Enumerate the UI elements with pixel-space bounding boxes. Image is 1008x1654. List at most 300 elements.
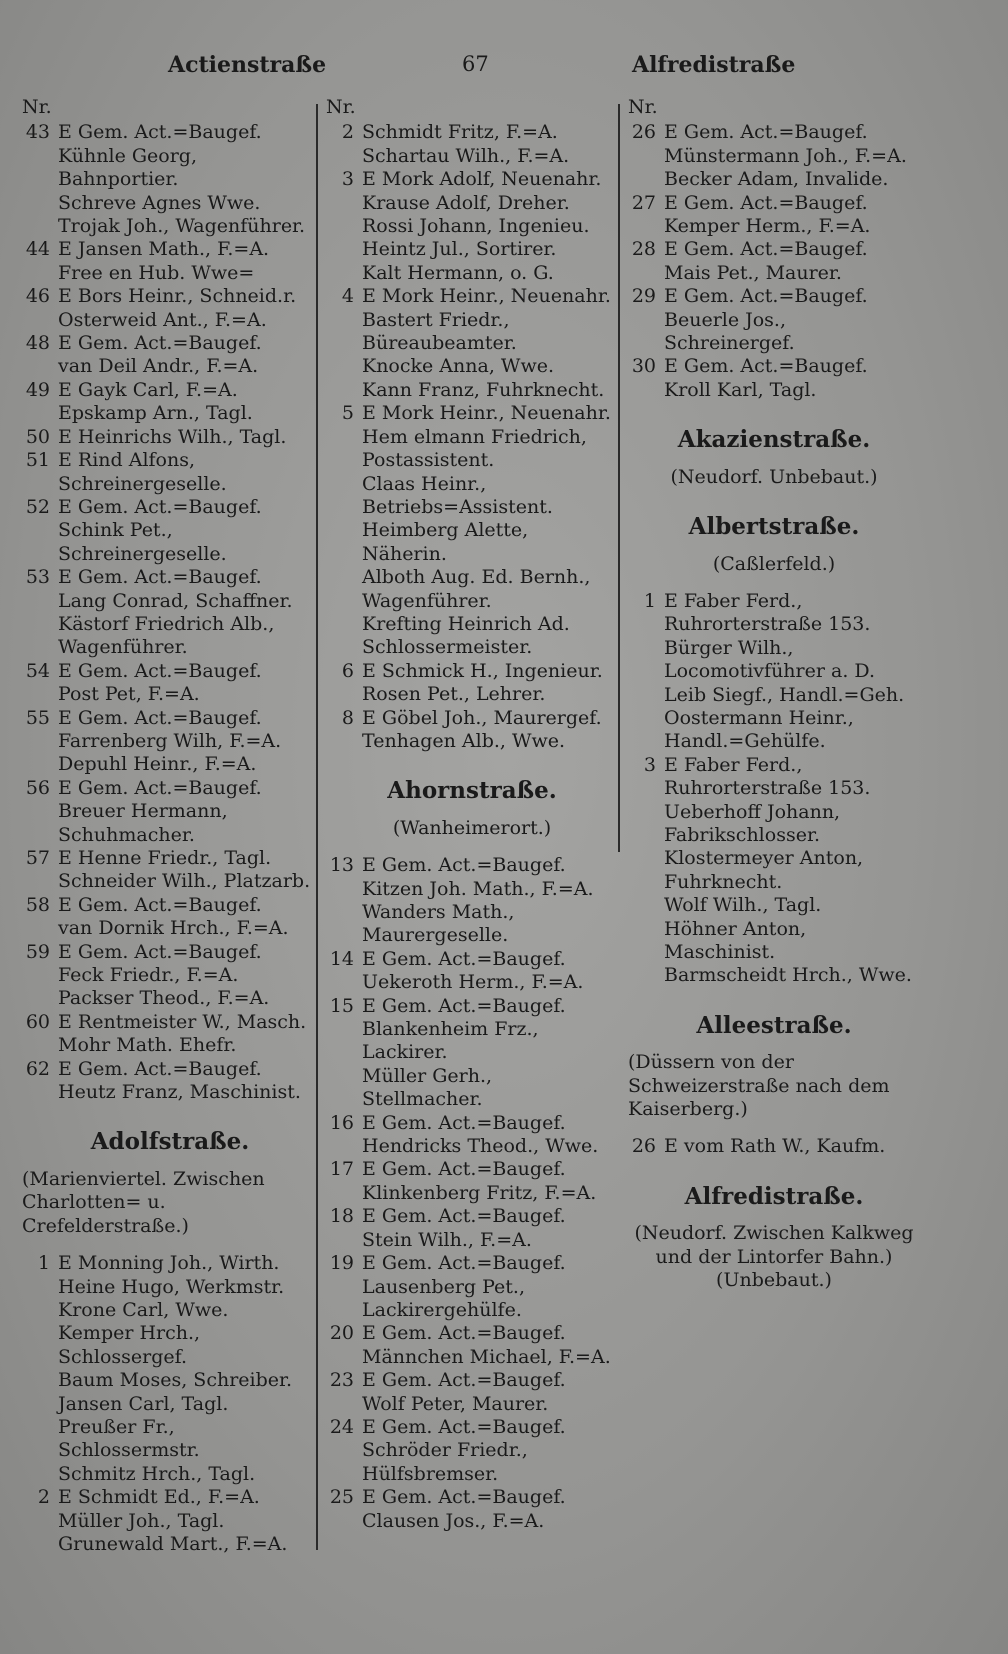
house-number <box>628 379 664 402</box>
house-number <box>628 801 664 848</box>
entry-text: E Rind Alfons, Schreinergeselle. <box>58 449 227 495</box>
directory-entry <box>326 473 618 520</box>
house-number <box>22 262 58 285</box>
directory-entry <box>628 754 920 801</box>
house-number <box>22 1369 58 1392</box>
directory-entry <box>22 753 318 776</box>
house-number: 26 <box>631 121 656 144</box>
directory-entry <box>628 121 920 144</box>
directory-entry <box>22 660 318 683</box>
house-number <box>22 309 58 332</box>
directory-entry <box>326 426 618 473</box>
house-number <box>326 1135 362 1158</box>
house-number: 24 <box>329 1415 354 1438</box>
entry-text: van Deil Andr., F.=A. <box>58 355 259 378</box>
nr-label: Nr. <box>326 96 356 118</box>
house-number <box>22 590 58 613</box>
entry-text: Becker Adam, Invalide. <box>664 168 889 191</box>
directory-entry <box>326 355 618 378</box>
entry-text: Trojak Joh., Wagenführer. <box>58 215 306 238</box>
entry-text: Schmidt Fritz, F.=A. <box>362 121 558 144</box>
house-number <box>326 1346 362 1369</box>
house-number: 51 <box>25 449 50 472</box>
house-number <box>628 168 664 191</box>
directory-entry <box>326 1252 618 1275</box>
directory-entry <box>628 379 920 402</box>
house-number <box>22 145 58 192</box>
directory-entry <box>22 192 318 215</box>
house-number <box>628 309 664 356</box>
house-number <box>22 917 58 940</box>
house-number: 25 <box>329 1486 354 1509</box>
directory-entry <box>22 1011 318 1034</box>
entry-text: E Gem. Act.=Baugef. <box>664 285 868 308</box>
entry-text: E Gem. Act.=Baugef. <box>362 1486 566 1509</box>
entry-text: E Gem. Act.=Baugef. <box>58 893 262 916</box>
directory-entry <box>326 1439 618 1486</box>
street-note: (Marienviertel. Zwischen Charlotten= u. Crefelderstraße.) <box>22 1167 265 1237</box>
directory-entry <box>628 192 920 215</box>
street-note: (Caßlerfeld.) <box>712 552 836 575</box>
directory-entry <box>22 309 318 332</box>
entry-text: Höhner Anton, Maschinist. <box>664 917 807 963</box>
entries-alleestrasse <box>628 1135 920 1158</box>
house-number <box>628 262 664 285</box>
house-number <box>326 1276 362 1323</box>
entry-text: E Gem. Act.=Baugef. <box>58 659 262 682</box>
house-number: 43 <box>25 121 50 144</box>
house-number: 3 <box>643 753 656 776</box>
entry-text: E Monning Joh., Wirth. <box>58 1252 280 1275</box>
house-number <box>22 1416 58 1463</box>
house-number: 54 <box>25 659 50 682</box>
directory-entry <box>326 971 618 994</box>
entry-text: Lausenberg Pet., Lackirergehülfe. <box>362 1275 525 1321</box>
entry-text: Krone Carl, Wwe. <box>58 1298 229 1321</box>
directory-entry <box>326 215 618 238</box>
house-number: 16 <box>329 1111 354 1134</box>
directory-entry <box>326 901 618 948</box>
house-number <box>326 1229 362 1252</box>
directory-entry <box>628 355 920 378</box>
column-2 <box>326 96 618 1533</box>
directory-entry <box>326 168 618 191</box>
entry-text: Krefting Heinrich Ad. Schlossermeister. <box>362 612 570 659</box>
entry-text: E Gem. Act.=Baugef. <box>362 1111 566 1134</box>
directory-entry <box>326 285 618 308</box>
entry-text: E Heinrichs Wilh., Tagl. <box>58 425 287 448</box>
directory-entry <box>22 941 318 964</box>
house-number: 27 <box>631 191 656 214</box>
entry-text: Müller Gerh., Stellmacher. <box>362 1064 493 1111</box>
directory-entry <box>628 964 920 987</box>
entries-ahornstrasse <box>326 854 618 1533</box>
directory-entry <box>326 730 618 753</box>
directory-entry <box>326 1065 618 1112</box>
house-number: 2 <box>341 121 354 144</box>
directory-entry <box>628 637 920 684</box>
street-title: Albertstraße. <box>688 513 860 541</box>
house-number: 50 <box>25 425 50 448</box>
entry-text: Kemper Herm., F.=A. <box>664 215 871 238</box>
entry-text: Free en Hub. Wwe= <box>58 261 255 284</box>
house-number: 5 <box>341 402 354 425</box>
street-note: (Düssern von der Schweizerstraße nach dem Kaiserberg.) <box>628 1051 890 1121</box>
directory-entry <box>326 1346 618 1369</box>
directory-entry <box>22 238 318 261</box>
directory-entry <box>326 1018 618 1065</box>
street-title: Alfredistraße. <box>684 1182 864 1210</box>
directory-entry <box>326 238 618 261</box>
entry-text: Ueberhoff Johann, Fabrikschlosser. <box>664 800 841 846</box>
house-number <box>22 519 58 566</box>
house-number <box>326 426 362 473</box>
entry-text: Schmitz Hrch., Tagl. <box>58 1462 256 1485</box>
entry-text: Rosen Pet., Lehrer. <box>362 683 546 706</box>
house-number <box>22 730 58 753</box>
directory-entry <box>22 730 318 753</box>
directory-entry <box>326 121 618 144</box>
entry-text: Schink Pet., Schreinergeselle. <box>58 519 227 565</box>
directory-entry <box>22 1416 318 1463</box>
entry-text: E Rentmeister W., Masch. <box>58 1010 307 1033</box>
entry-text: Heimberg Alette, Näherin. <box>362 519 529 565</box>
house-number: 29 <box>631 285 656 308</box>
column-3 <box>628 96 920 1306</box>
directory-entry <box>22 777 318 800</box>
entries-albertstrasse <box>628 590 920 988</box>
directory-entry <box>22 566 318 589</box>
directory-entry <box>326 1112 618 1135</box>
house-number <box>22 870 58 893</box>
entry-text: E Gem. Act.=Baugef. <box>362 1252 566 1275</box>
entry-text: Jansen Carl, Tagl. <box>58 1392 229 1415</box>
entry-text: Wanders Math., Maurergeselle. <box>362 901 515 947</box>
house-number <box>22 753 58 776</box>
directory-entry <box>326 1416 618 1439</box>
entry-text: Kitzen Joh. Math., F.=A. <box>362 877 594 900</box>
entry-text: Schreve Agnes Wwe. <box>58 191 261 214</box>
directory-entry <box>326 1322 618 1345</box>
directory-entry <box>326 379 618 402</box>
entry-text: E Gem. Act.=Baugef. <box>58 706 262 729</box>
directory-entry <box>22 1463 318 1486</box>
entry-text: Baum Moses, Schreiber. <box>58 1369 293 1392</box>
directory-entry <box>628 684 920 707</box>
entry-text: E Gem. Act.=Baugef. <box>58 566 262 589</box>
directory-entry <box>326 1393 618 1416</box>
directory-entry <box>22 145 318 192</box>
directory-entry <box>22 1058 318 1081</box>
house-number <box>326 238 362 261</box>
entry-text: E Göbel Joh., Maurergef. <box>362 706 602 729</box>
directory-entry <box>22 1034 318 1057</box>
column-1 <box>22 96 318 1556</box>
directory-entry <box>22 847 318 870</box>
entries-actienstrasse <box>22 121 318 1104</box>
entry-text: Wolf Wilh., Tagl. <box>664 894 822 917</box>
entry-text: Kalt Hermann, o. G. <box>362 261 554 284</box>
entry-text: E Gem. Act.=Baugef. <box>362 1205 566 1228</box>
entry-text: Osterweid Ant., F.=A. <box>58 308 267 331</box>
entry-text: Schneider Wilh., Platzarb. <box>58 870 311 893</box>
entry-text: Clausen Jos., F.=A. <box>362 1509 545 1532</box>
house-number: 30 <box>631 355 656 378</box>
house-number: 53 <box>25 566 50 589</box>
entry-text: Rossi Johann, Ingenieu. <box>362 215 590 238</box>
directory-entry <box>22 613 318 660</box>
house-number: 18 <box>329 1205 354 1228</box>
house-number <box>326 473 362 520</box>
entry-text: E Bors Heinr., Schneid.r. <box>58 285 297 308</box>
house-number <box>326 613 362 660</box>
entry-text: Beuerle Jos., Schreinergef. <box>664 308 795 355</box>
entry-text: Preußer Fr., Schlossermstr. <box>58 1415 200 1462</box>
directory-entry <box>22 917 318 940</box>
entry-text: E Gem. Act.=Baugef. <box>664 191 868 214</box>
house-number: 55 <box>25 706 50 729</box>
house-number <box>326 192 362 215</box>
house-number <box>326 145 362 168</box>
house-number <box>22 987 58 1010</box>
street-note: (Neudorf. Unbebaut.) <box>670 465 878 488</box>
directory-entry <box>326 854 618 877</box>
entry-text: Heutz Franz, Maschinist. <box>58 1081 301 1104</box>
street-title: Alleestraße. <box>696 1011 852 1039</box>
directory-entry <box>22 870 318 893</box>
directory-entry <box>22 1322 318 1369</box>
entry-text: Hem elmann Friedrich, Postassistent. <box>362 425 587 472</box>
directory-entry <box>22 590 318 613</box>
house-number <box>22 683 58 706</box>
house-number <box>22 1510 58 1533</box>
entries-adolfstrasse <box>22 1252 318 1556</box>
entry-text: Leib Siegf., Handl.=Geh. <box>664 683 905 706</box>
entry-text: E Gem. Act.=Baugef. <box>362 1369 566 1392</box>
entry-text: Schröder Friedr., Hülfsbremser. <box>362 1439 528 1485</box>
street-note: (Wanheimerort.) <box>392 816 552 839</box>
house-number <box>326 1182 362 1205</box>
house-number <box>326 730 362 753</box>
entry-text: van Dornik Hrch., F.=A. <box>58 917 289 940</box>
entry-text: Tenhagen Alb., Wwe. <box>362 729 566 752</box>
entry-text: E Mork Adolf, Neuenahr. <box>362 168 602 191</box>
directory-entry <box>22 987 318 1010</box>
directory-entry <box>22 355 318 378</box>
entry-text: E Gem. Act.=Baugef. <box>58 940 262 963</box>
directory-entry <box>628 1135 920 1158</box>
entry-text: Kann Franz, Fuhrknecht. <box>362 378 605 401</box>
directory-entry <box>628 590 920 637</box>
entry-text: Bastert Friedr., Büreaubeamter. <box>362 308 517 355</box>
directory-entry <box>326 145 618 168</box>
entry-text: E Schmick H., Ingenieur. <box>362 659 603 682</box>
house-number <box>628 637 664 684</box>
house-number: 23 <box>329 1369 354 1392</box>
house-number: 26 <box>631 1135 656 1158</box>
directory-entry <box>22 683 318 706</box>
directory-entry <box>326 192 618 215</box>
house-number <box>326 878 362 901</box>
house-number: 1 <box>643 589 656 612</box>
directory-entry <box>628 215 920 238</box>
directory-entry <box>326 660 618 683</box>
directory-entry <box>22 1299 318 1322</box>
directory-entry <box>628 707 920 754</box>
directory-entry <box>22 1510 318 1533</box>
directory-entry <box>22 215 318 238</box>
entry-text: Breuer Hermann, Schuhmacher. <box>58 800 228 846</box>
house-number <box>22 1322 58 1369</box>
directory-entry <box>22 1252 318 1275</box>
directory-entry <box>628 918 920 965</box>
header-right-street: Alfredistraße <box>632 52 796 78</box>
house-number: 20 <box>329 1322 354 1345</box>
entry-text: Claas Heinr., Betriebs=Assistent. <box>362 472 553 518</box>
house-number <box>22 192 58 215</box>
house-number: 48 <box>25 332 50 355</box>
directory-entry <box>22 1276 318 1299</box>
directory-entry <box>326 1158 618 1181</box>
house-number <box>22 1299 58 1322</box>
directory-entry <box>22 402 318 425</box>
directory-entry <box>326 519 618 566</box>
directory-entry <box>326 1205 618 1228</box>
directory-entry <box>22 285 318 308</box>
house-number <box>628 847 664 894</box>
house-number: 44 <box>25 238 50 261</box>
directory-entry <box>326 1369 618 1392</box>
page-number: 67 <box>462 52 489 76</box>
entry-text: E Gem. Act.=Baugef. <box>58 121 262 144</box>
directory-entry <box>326 995 618 1018</box>
directory-entry <box>326 1229 618 1252</box>
directory-entry <box>326 878 618 901</box>
entry-text: Uekeroth Herm., F.=A. <box>362 971 584 994</box>
house-number <box>326 379 362 402</box>
entry-text: E Gem. Act.=Baugef. <box>362 1415 566 1438</box>
house-number <box>628 707 664 754</box>
entry-text: E Faber Ferd., Ruhrorterstraße 153. <box>664 753 871 800</box>
entry-text: E Mork Heinr., Neuenahr. <box>362 402 611 425</box>
directory-entry <box>628 168 920 191</box>
entry-text: E Gem. Act.=Baugef. <box>58 776 262 799</box>
entry-text: Kemper Hrch., Schlossergef. <box>58 1322 201 1368</box>
entry-text: Barmscheidt Hrch., Wwe. <box>664 964 912 987</box>
entry-text: Krause Adolf, Dreher. <box>362 191 570 214</box>
directory-entry <box>326 1510 618 1533</box>
directory-entry <box>22 800 318 847</box>
house-number: 6 <box>341 659 354 682</box>
entry-text: Oostermann Heinr., Handl.=Gehülfe. <box>664 706 854 753</box>
entry-text: E Gem. Act.=Baugef. <box>664 238 868 261</box>
directory-entry <box>628 894 920 917</box>
house-number <box>628 894 664 917</box>
entry-text: Alboth Aug. Ed. Bernh., Wagenführer. <box>362 566 591 612</box>
entry-text: E Gem. Act.=Baugef. <box>362 994 566 1017</box>
house-number: 58 <box>25 893 50 916</box>
entry-text: Mais Pet., Maurer. <box>664 261 842 284</box>
directory-entry <box>326 1276 618 1323</box>
entry-text: E Henne Friedr., Tagl. <box>58 847 272 869</box>
entry-text: Hendricks Theod., Wwe. <box>362 1135 599 1158</box>
house-number: 28 <box>631 238 656 261</box>
entry-text: Stein Wilh., F.=A. <box>362 1228 532 1251</box>
house-number: 14 <box>329 947 354 970</box>
house-number: 4 <box>341 285 354 308</box>
house-number <box>326 519 362 566</box>
house-number: 1 <box>37 1252 50 1275</box>
entry-text: E Gem. Act.=Baugef. <box>58 495 262 518</box>
house-number: 17 <box>329 1158 354 1181</box>
directory-entry <box>22 1533 318 1556</box>
house-number <box>326 971 362 994</box>
entry-text: Knocke Anna, Wwe. <box>362 355 554 378</box>
directory-entry <box>326 1182 618 1205</box>
directory-entry <box>628 238 920 261</box>
directory-entry <box>326 309 618 356</box>
entry-text: Blankenheim Frz., Lackirer. <box>362 1018 539 1064</box>
house-number <box>22 1463 58 1486</box>
directory-entry <box>22 964 318 987</box>
entry-text: E Gem. Act.=Baugef. <box>58 332 262 355</box>
house-number <box>628 964 664 987</box>
house-number <box>326 1439 362 1486</box>
entry-text: Packser Theod., F.=A. <box>58 987 270 1010</box>
directory-entry <box>22 121 318 144</box>
house-number <box>628 215 664 238</box>
directory-entry <box>326 566 618 613</box>
directory-entry <box>22 1081 318 1104</box>
directory-entry <box>628 847 920 894</box>
entry-text: Bürger Wilh., Locomotivführer a. D. <box>664 636 875 683</box>
nr-label: Nr. <box>22 96 52 118</box>
directory-entry <box>22 1369 318 1392</box>
house-number <box>326 566 362 613</box>
house-number <box>22 1393 58 1416</box>
entry-text: Klostermeyer Anton, Fuhrknecht. <box>664 847 864 893</box>
directory-entry <box>22 332 318 355</box>
directory-entry <box>628 145 920 168</box>
entry-text: E Gem. Act.=Baugef. <box>362 947 566 970</box>
house-number <box>22 1034 58 1057</box>
house-number: 15 <box>329 994 354 1017</box>
house-number <box>22 800 58 847</box>
house-number <box>326 683 362 706</box>
house-number <box>628 145 664 168</box>
directory-entry <box>22 426 318 449</box>
house-number <box>326 355 362 378</box>
house-number <box>326 309 362 356</box>
entry-text: E Faber Ferd., Ruhrorterstraße 153. <box>664 589 871 636</box>
entry-text: Grunewald Mart., F.=A. <box>58 1532 288 1555</box>
directory-entry <box>22 1393 318 1416</box>
directory-entry <box>22 519 318 566</box>
directory-entry <box>22 1486 318 1509</box>
entry-text: E Jansen Math., F.=A. <box>58 238 270 261</box>
house-number <box>326 1393 362 1416</box>
entry-text: Kästorf Friedrich Alb., Wagenführer. <box>58 612 275 659</box>
house-number <box>22 613 58 660</box>
entry-text: E Gem. Act.=Baugef. <box>664 121 868 144</box>
entry-text: Kühnle Georg, Bahnportier. <box>58 144 197 191</box>
house-number <box>326 262 362 285</box>
entry-text: Post Pet, F.=A. <box>58 683 200 706</box>
house-number: 3 <box>341 168 354 191</box>
directory-entry <box>22 262 318 285</box>
entry-text: Heine Hugo, Werkmstr. <box>58 1275 285 1298</box>
entry-text: E Mork Heinr., Neuenahr. <box>362 285 611 308</box>
